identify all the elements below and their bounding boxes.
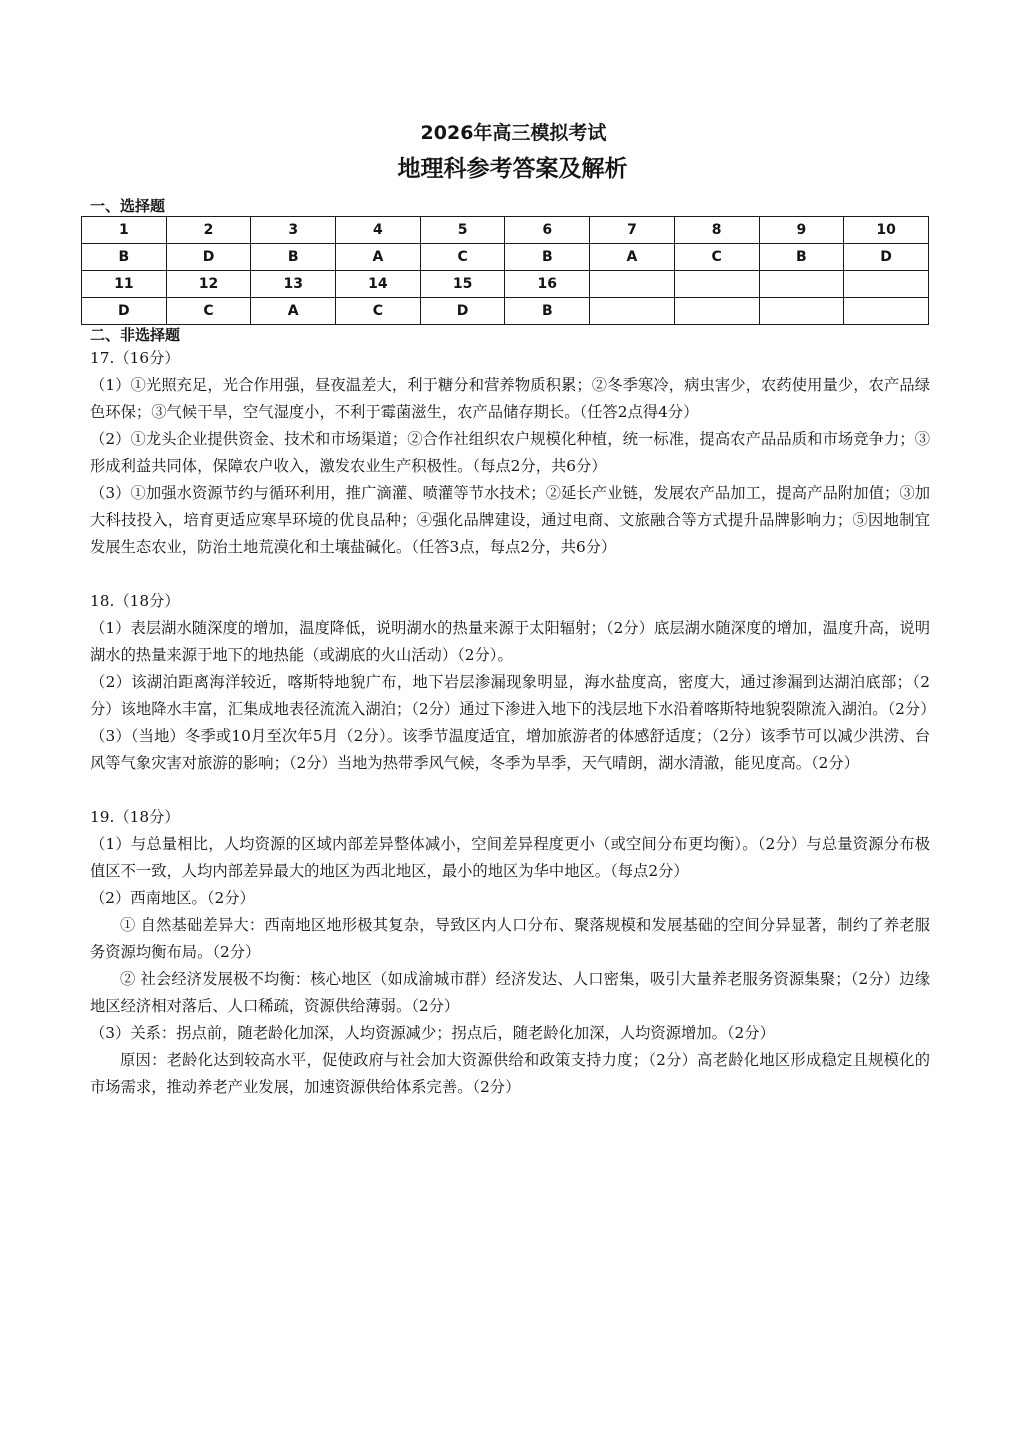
table-cell: D — [166, 244, 251, 271]
table-cell: 1 — [82, 217, 167, 244]
table-cell: 9 — [759, 217, 844, 244]
table-row — [82, 244, 929, 271]
table-cell — [759, 298, 844, 325]
table-cell — [674, 271, 759, 298]
answer-body — [90, 345, 936, 1101]
table-cell: B — [251, 244, 336, 271]
table-cell: 7 — [590, 217, 675, 244]
table-cell: C — [166, 298, 251, 325]
table-cell: 14 — [336, 271, 421, 298]
table-cell: D — [844, 244, 929, 271]
q17-part2: （2）①龙头企业提供资金、技术和市场渠道；②合作社组织农户规模化种植，统一标准，提高农产品品质和市场竞争力；③形成利益共同体，保障农户收入，激发农业生产积极性。（每点2分，共6分） — [90, 430, 930, 475]
exam-title: 2026年高三模拟考试 — [420, 122, 607, 144]
table-cell: D — [82, 298, 167, 325]
q17-part1: （1）①光照充足，光合作用强，昼夜温差大，利于糖分和营养物质积累；②冬季寒冷，病虫害少，农药使用量少，农产品绿色环保；③气候干旱，空气湿度小，不利于霉菌滋生，农产品储存期长。（任答2点得4分） — [90, 376, 930, 421]
table-cell: A — [336, 244, 421, 271]
table-cell: 5 — [420, 217, 505, 244]
q19-part2-point2: ② 社会经济发展极不均衡：核心地区（如成渝城市群）经济发达、人口密集，吸引大量养老服务资源集聚；（2分）边缘地区经济相对落后、人口稀疏，资源供给薄弱。（2分） — [90, 970, 930, 1015]
section-choice-heading: 一、选择题 — [90, 197, 166, 215]
q18-part2: （2）该湖泊距离海洋较近，喀斯特地貌广布，地下岩层渗漏现象明显，海水盐度高，密度大，通过渗漏到达湖泊底部；（2分）该地降水丰富，汇集成地表径流流入湖泊；（2分）通过下渗进入地下的浅层地下水沿着喀斯特地貌裂隙流入湖泊。（2分） — [90, 673, 936, 718]
q19-part3: （3）关系：拐点前，随老龄化加深，人均资源减少；拐点后，随老龄化加深，人均资源增加。（2分） — [90, 1024, 775, 1042]
section-nonchoice-heading: 二、非选择题 — [90, 326, 181, 344]
table-cell: C — [336, 298, 421, 325]
table-cell: B — [759, 244, 844, 271]
answer-table — [81, 216, 929, 325]
table-cell: B — [505, 298, 590, 325]
q19-part2: （2）西南地区。（2分） — [90, 889, 255, 907]
table-cell: 15 — [420, 271, 505, 298]
table-cell — [590, 271, 675, 298]
q19-part2-point1: ① 自然基础差异大：西南地区地形极其复杂，导致区内人口分布、聚落规模和发展基础的空间分异显著，制约了养老服务资源均衡布局。（2分） — [90, 916, 930, 961]
table-cell: 13 — [251, 271, 336, 298]
table-cell — [674, 298, 759, 325]
table-row — [82, 271, 929, 298]
table-cell: 16 — [505, 271, 590, 298]
q19-heading: 19.（18分） — [90, 808, 180, 826]
q17-part3: （3）①加强水资源节约与循环利用，推广滴灌、喷灌等节水技术；②延长产业链，发展农产品加工，提高产品附加值；③加大科技投入，培育更适应寒旱环境的优良品种；④强化品牌建设，通过电商、文旅融合等方式提升品牌影响力；⑤因地制宜发展生态农业，防治土地荒漠化和土壤盐碱化。（任答3点，每点2分，共6分） — [90, 484, 930, 556]
table-cell: 12 — [166, 271, 251, 298]
q19-part1: （1）与总量相比，人均资源的区域内部差异整体减小，空间差异程度更小（或空间分布更均衡）。（2分）与总量资源分布极值区不一致，人均内部差异最大的地区为西北地区，最小的地区为华中地区。（每点2分） — [90, 835, 930, 880]
table-cell — [844, 298, 929, 325]
table-cell: 3 — [251, 217, 336, 244]
table-cell: C — [420, 244, 505, 271]
document-subtitle: 地理科参考答案及解析 — [397, 156, 628, 182]
table-cell: A — [251, 298, 336, 325]
table-cell: D — [420, 298, 505, 325]
table-cell — [759, 271, 844, 298]
table-cell: 4 — [336, 217, 421, 244]
table-row — [82, 217, 929, 244]
spacer — [90, 777, 930, 804]
q17-heading: 17.（16分） — [90, 349, 180, 367]
table-cell: B — [82, 244, 167, 271]
table-cell: B — [505, 244, 590, 271]
table-cell — [844, 271, 929, 298]
table-cell: 11 — [82, 271, 167, 298]
spacer — [90, 561, 930, 588]
q19-part3-reason: 原因：老龄化达到较高水平，促使政府与社会加大资源供给和政策支持力度；（2分）高老龄化地区形成稳定且规模化的市场需求，推动养老产业发展，加速资源供给体系完善。（2分） — [90, 1051, 930, 1096]
q18-part3: （3）（当地）冬季或10月至次年5月（2分）。该季节温度适宜，增加旅游者的体感舒适度；（2分）该季节可以减少洪涝、台风等气象灾害对旅游的影响；（2分）当地为热带季风气候，冬季为旱季，天气晴朗，湖水清澈，能见度高。（2分） — [90, 727, 930, 772]
table-cell: 10 — [844, 217, 929, 244]
table-row — [82, 298, 929, 325]
table-cell: 2 — [166, 217, 251, 244]
q18-part1: （1）表层湖水随深度的增加，温度降低，说明湖水的热量来源于太阳辐射；（2分）底层湖水随深度的增加，温度升高，说明湖水的热量来源于地下的地热能（或湖底的火山活动）（2分）。 — [90, 619, 930, 664]
table-cell: A — [590, 244, 675, 271]
q18-heading: 18.（18分） — [90, 592, 180, 610]
table-cell: C — [674, 244, 759, 271]
table-cell: 8 — [674, 217, 759, 244]
table-cell — [590, 298, 675, 325]
table-cell: 6 — [505, 217, 590, 244]
